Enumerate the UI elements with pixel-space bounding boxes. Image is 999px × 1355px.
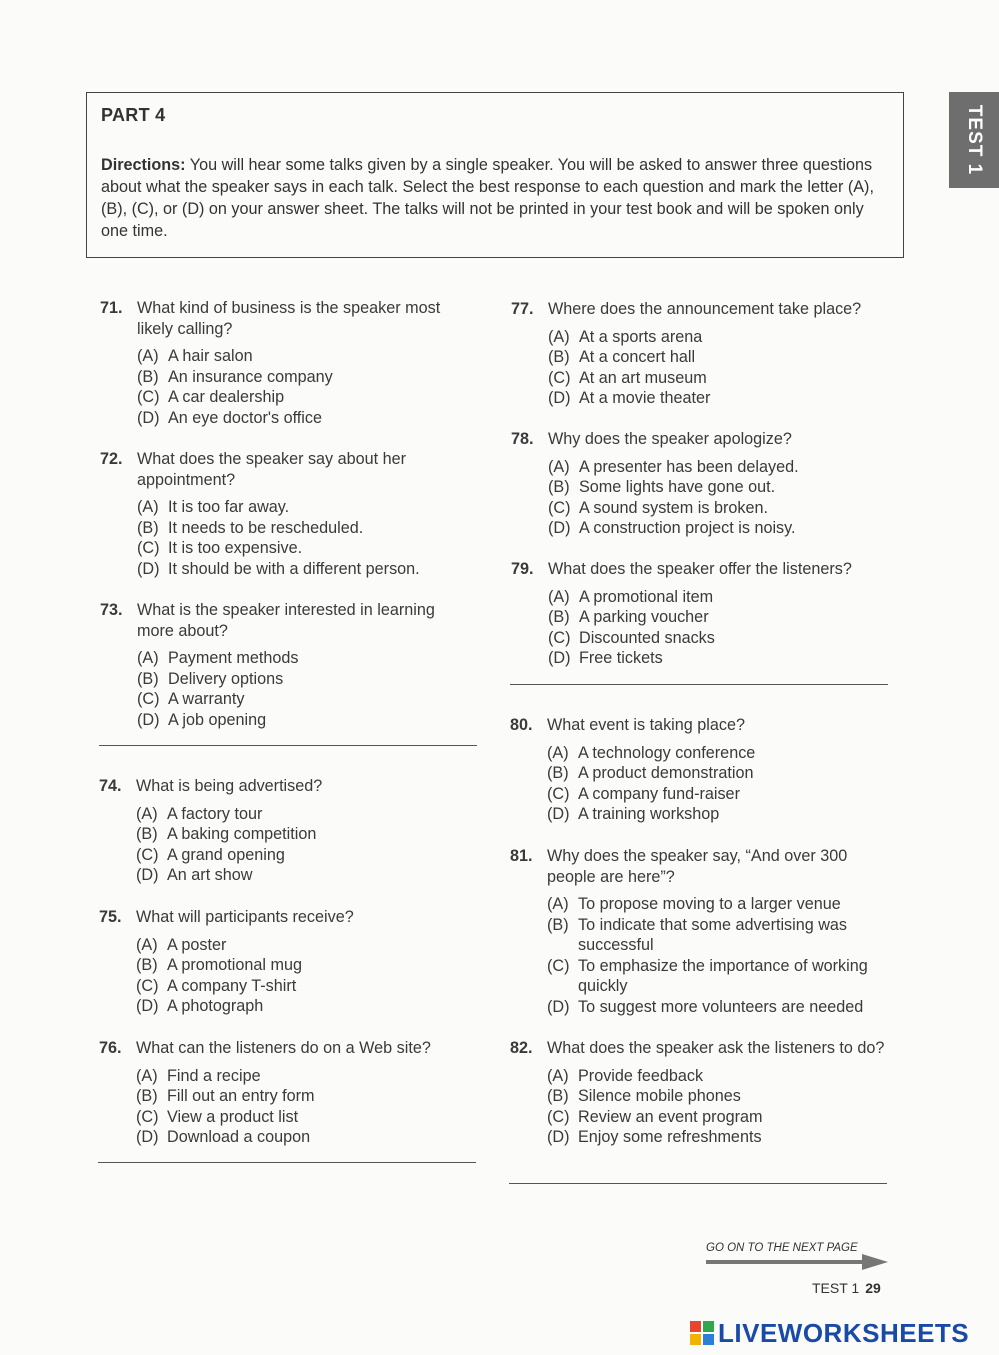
page-number: 29 <box>865 1280 881 1296</box>
option-letter: (D) <box>136 997 159 1015</box>
question-number: 77. <box>511 300 534 318</box>
option-a[interactable] <box>547 1066 890 1087</box>
section-divider <box>509 1183 887 1184</box>
option-letter: (C) <box>548 628 571 647</box>
option-text: Delivery options <box>168 669 284 688</box>
question-80 <box>510 715 890 825</box>
question-number: 73. <box>100 601 123 619</box>
option-letter: (D) <box>548 649 571 667</box>
option-b[interactable] <box>136 824 469 845</box>
question-79 <box>511 559 891 669</box>
option-letter: (A) <box>548 587 570 606</box>
question-75 <box>99 907 469 1017</box>
option-c[interactable] <box>547 784 890 805</box>
option-c[interactable] <box>136 845 469 866</box>
option-text: A company T-shirt <box>167 976 297 995</box>
option-letter: (A) <box>547 743 569 762</box>
option-letter: (C) <box>548 498 571 517</box>
option-text: A technology conference <box>578 743 756 762</box>
option-text: A car dealership <box>168 388 285 406</box>
option-text: A photograph <box>167 997 264 1015</box>
option-b[interactable] <box>547 915 890 956</box>
option-a[interactable] <box>137 497 470 518</box>
option-d[interactable] <box>136 996 469 1017</box>
option-b[interactable] <box>136 955 469 976</box>
option-text: A construction project is noisy. <box>579 519 796 537</box>
option-text: A product demonstration <box>578 764 754 782</box>
test-label: TEST 1 <box>812 1280 860 1296</box>
question-number: 71. <box>100 299 123 317</box>
option-letter: (B) <box>547 1087 569 1105</box>
question-number: 76. <box>99 1039 122 1057</box>
directions-text: You will hear some talks given by a single speaker. You will be asked to answer three questions about what the speaker says in each talk. Select the best response to each question and mark the letter (A), (B), (C), or (D) on your answer sheet. The talks will not be printed in your test book and will be spoken only one time. <box>101 156 874 240</box>
option-a[interactable] <box>548 457 891 478</box>
option-text: A sound system is broken. <box>579 498 768 517</box>
option-c[interactable] <box>136 976 469 997</box>
liveworksheets-brand <box>690 1318 969 1348</box>
option-b[interactable] <box>136 1086 469 1107</box>
test-side-tab <box>949 92 999 188</box>
option-text: Payment methods <box>168 649 299 667</box>
option-text: To indicate that some advertising was successful <box>578 915 848 954</box>
option-d[interactable] <box>137 559 470 580</box>
option-c[interactable] <box>548 368 891 389</box>
option-d[interactable] <box>547 997 890 1018</box>
option-letter: (A) <box>548 327 570 346</box>
option-letter: (B) <box>137 518 159 537</box>
question-number: 80. <box>510 716 533 734</box>
section-divider <box>99 745 477 746</box>
option-text: A training workshop <box>578 805 720 823</box>
option-letter: (A) <box>548 457 570 476</box>
option-b[interactable] <box>137 518 470 539</box>
option-text: Silence mobile phones <box>578 1087 741 1105</box>
liveworksheets-logo <box>690 1321 714 1345</box>
question-71 <box>100 298 470 428</box>
question-text: What does the speaker offer the listeners? <box>548 560 852 578</box>
option-text: A company fund-raiser <box>578 784 740 803</box>
section-divider <box>98 1162 476 1163</box>
option-letter: (A) <box>136 804 158 823</box>
option-text: A poster <box>167 935 227 954</box>
option-letter: (D) <box>137 408 160 427</box>
question-text: Why does the speaker apologize? <box>548 430 792 448</box>
option-c[interactable] <box>137 689 470 710</box>
option-text: It needs to be rescheduled. <box>168 518 364 537</box>
question-number: 72. <box>100 450 123 468</box>
option-text: At a concert hall <box>579 348 696 366</box>
option-a[interactable] <box>137 346 470 367</box>
option-letter: (D) <box>547 805 570 823</box>
option-letter: (B) <box>547 915 569 934</box>
option-text: Free tickets <box>579 649 663 667</box>
right-arrow-icon <box>706 1254 888 1270</box>
option-b[interactable] <box>137 367 470 388</box>
option-text: To suggest more volunteers are needed <box>578 997 864 1016</box>
option-text: A promotional item <box>579 587 714 606</box>
option-text: To emphasize the importance of working quickly <box>578 956 868 995</box>
option-c[interactable] <box>548 498 891 519</box>
option-text: To propose moving to a larger venue <box>578 895 841 913</box>
option-letter: (D) <box>136 866 159 884</box>
option-d[interactable] <box>548 648 891 669</box>
option-text: At an art museum <box>579 368 707 387</box>
question-text: What does the speaker say about her appointment? <box>137 450 407 489</box>
question-74 <box>99 776 469 886</box>
option-letter: (D) <box>547 997 570 1016</box>
option-d[interactable] <box>136 1127 469 1148</box>
option-c[interactable] <box>137 538 470 559</box>
option-a[interactable] <box>548 587 891 608</box>
option-d[interactable] <box>137 710 470 731</box>
option-a[interactable] <box>136 1066 469 1087</box>
option-text: An art show <box>167 866 253 884</box>
question-text: What will participants receive? <box>136 908 354 926</box>
option-letter: (D) <box>136 1128 159 1146</box>
question-number: 82. <box>510 1039 533 1057</box>
option-letter: (D) <box>547 1128 570 1146</box>
directions-label: Directions: <box>101 156 186 174</box>
option-letter: (B) <box>136 825 158 843</box>
option-text: Review an event program <box>578 1107 763 1126</box>
question-77 <box>511 299 891 409</box>
option-letter: (B) <box>548 608 570 626</box>
option-text: A presenter has been delayed. <box>579 457 799 476</box>
option-text: Some lights have gone out. <box>579 478 776 496</box>
option-text: A promotional mug <box>167 956 302 974</box>
option-letter: (D) <box>137 559 160 578</box>
option-letter: (C) <box>547 956 570 975</box>
option-letter: (D) <box>548 389 571 407</box>
question-number: 79. <box>511 560 534 578</box>
option-letter: (B) <box>548 348 570 366</box>
option-text: A warranty <box>168 690 245 708</box>
question-text: What does the speaker ask the listeners to do? <box>547 1039 885 1057</box>
directions-box <box>86 92 904 258</box>
option-d[interactable] <box>547 1127 890 1148</box>
option-text: Download a coupon <box>167 1128 311 1146</box>
question-text: Where does the announcement take place? <box>548 300 862 318</box>
option-b[interactable] <box>548 607 891 628</box>
option-letter: (C) <box>137 388 160 406</box>
option-text: An insurance company <box>168 367 333 386</box>
question-81 <box>510 846 890 1017</box>
option-text: Enjoy some refreshments <box>578 1128 762 1146</box>
question-text: What can the listeners do on a Web site? <box>136 1039 431 1057</box>
option-letter: (C) <box>137 539 160 557</box>
option-c[interactable] <box>547 1107 890 1128</box>
option-text: An eye doctor's office <box>168 408 322 427</box>
option-text: A parking voucher <box>579 608 709 626</box>
question-73 <box>100 600 470 730</box>
option-a[interactable] <box>137 648 470 669</box>
go-on-next-page <box>706 1242 888 1270</box>
option-text: Provide feedback <box>578 1066 704 1085</box>
option-text: It is too expensive. <box>168 539 303 557</box>
option-d[interactable] <box>136 865 469 886</box>
option-letter: (C) <box>136 1107 159 1126</box>
option-text: It is too far away. <box>168 498 290 516</box>
option-d[interactable] <box>137 408 470 429</box>
option-letter: (A) <box>137 498 159 516</box>
option-c[interactable] <box>548 628 891 649</box>
option-b[interactable] <box>548 477 891 498</box>
option-letter: (D) <box>137 710 160 729</box>
option-d[interactable] <box>547 804 890 825</box>
test-side-tab-label: TEST 1 <box>964 104 985 176</box>
option-text: At a sports arena <box>579 327 703 346</box>
option-text: A factory tour <box>167 804 263 823</box>
option-a[interactable] <box>547 743 890 764</box>
option-letter: (A) <box>136 935 158 954</box>
option-text: A hair salon <box>168 347 253 365</box>
option-a[interactable] <box>136 935 469 956</box>
question-number: 75. <box>99 908 122 926</box>
option-b[interactable] <box>547 763 890 784</box>
option-text: Find a recipe <box>167 1066 261 1085</box>
option-letter: (A) <box>136 1066 158 1085</box>
option-text: View a product list <box>167 1107 299 1126</box>
option-letter: (B) <box>136 1087 158 1105</box>
option-c[interactable] <box>547 956 890 997</box>
brand-name: LIVEWORKSHEETS <box>718 1317 970 1348</box>
option-letter: (A) <box>137 649 159 667</box>
option-text: At a movie theater <box>579 389 711 407</box>
question-number: 78. <box>511 430 534 448</box>
part-title: PART 4 <box>101 105 166 125</box>
option-b[interactable] <box>137 669 470 690</box>
option-letter: (A) <box>547 1066 569 1085</box>
option-letter: (A) <box>137 347 159 365</box>
option-letter: (C) <box>137 690 160 708</box>
option-text: A baking competition <box>167 825 317 843</box>
question-82 <box>510 1038 890 1148</box>
option-b[interactable] <box>547 1086 890 1107</box>
question-number: 81. <box>510 847 533 865</box>
question-72 <box>100 449 470 579</box>
option-text: A grand opening <box>167 845 285 864</box>
question-text: Why does the speaker say, “And over 300 people are here”? <box>547 847 848 886</box>
question-76 <box>99 1038 469 1148</box>
option-letter: (C) <box>136 976 159 995</box>
section-divider <box>510 684 888 685</box>
option-letter: (D) <box>548 519 571 537</box>
option-text: A job opening <box>168 710 267 729</box>
question-text: What kind of business is the speaker most likely calling? <box>137 299 441 338</box>
option-letter: (B) <box>136 956 158 974</box>
question-text: What event is taking place? <box>547 716 745 734</box>
option-letter: (C) <box>547 1107 570 1126</box>
option-text: Fill out an entry form <box>167 1087 315 1105</box>
option-b[interactable] <box>548 347 891 368</box>
option-letter: (A) <box>547 895 569 913</box>
directions <box>101 154 889 242</box>
option-d[interactable] <box>548 518 891 539</box>
option-letter: (B) <box>548 478 570 496</box>
option-a[interactable] <box>548 327 891 348</box>
option-letter: (B) <box>137 669 159 688</box>
question-number: 74. <box>99 777 122 795</box>
go-on-label: GO ON TO THE NEXT PAGE <box>706 1242 858 1254</box>
question-78 <box>511 429 891 539</box>
option-letter: (C) <box>136 845 159 864</box>
option-a[interactable] <box>136 804 469 825</box>
option-a[interactable] <box>547 894 890 915</box>
option-letter: (C) <box>548 368 571 387</box>
option-d[interactable] <box>548 388 891 409</box>
option-c[interactable] <box>136 1107 469 1128</box>
option-c[interactable] <box>137 387 470 408</box>
question-text: What is the speaker interested in learning more about? <box>137 601 435 640</box>
option-letter: (B) <box>547 764 569 782</box>
option-text: Discounted snacks <box>579 628 715 647</box>
option-letter: (B) <box>137 367 159 386</box>
question-text: What is being advertised? <box>136 777 323 795</box>
page-footer <box>812 1280 881 1296</box>
option-text: It should be with a different person. <box>168 559 420 578</box>
option-letter: (C) <box>547 784 570 803</box>
